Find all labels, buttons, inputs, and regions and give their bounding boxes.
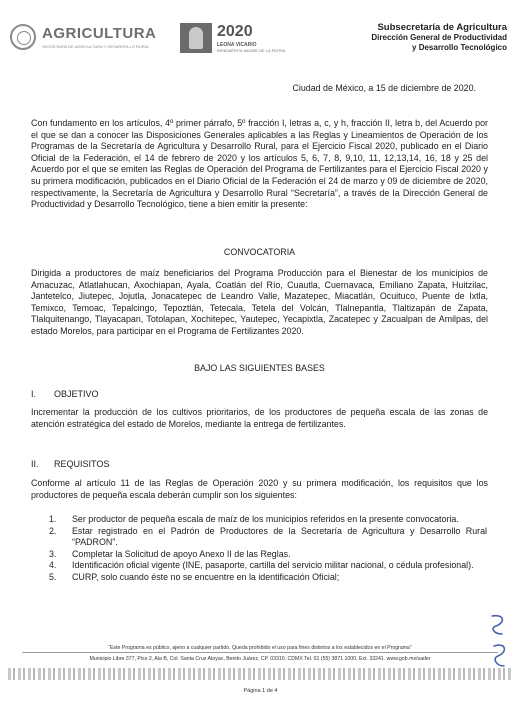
- agency-logo-text: AGRICULTURA: [42, 25, 157, 42]
- section-2-number: II.: [31, 459, 39, 469]
- program-disclaimer: “Este Programa es público, ajeno a cualquier partido. Queda prohibido el uso para fines distintos a los establecidos en el Programa”: [108, 645, 412, 651]
- list-item: 2. Estar registrado en el Padrón de Productores de la Secretaría de Agricultura y Desarrollo Rural “PADRON”.: [49, 525, 487, 548]
- list-item: 4. Identificación oficial vigente (INE, pasaporte, cartilla del servicio militar nacional, o cédula profesional).: [49, 560, 474, 571]
- document-date: Ciudad de México, a 15 de diciembre de 2020.: [292, 83, 476, 93]
- addressed-paragraph: Dirigida a productores de maíz beneficiarios del Programa Producción para el Bienestar de los municipios de Amacuzac, Atlatlahucan, Axochiapan, Ayala, Coatlán del Río, Cuautla, Cuernavaca, Emiliano Zapata, Huitzilac, Jantetelco, Jiutepec, Jojutla, Jonacatepec de Leandro Valle, Mazatepec, Miacatlán, Ocuituco, Puente de Ixtla, Temixco, Temoac, Tepalcingo, Tepoztlán, Tetecala, Tetela del Volcán, Tlalnepantla, Tlaltizapán de Zapata, Tlalquitenango, Tlayacapan, Totolapan, Xochitepec, Yautepec, Yecapixtla, Zacatepec y Zacualpan de Amilpas, del estado Morelos, para participar en el Programa de Fertilizantes 2020.: [31, 268, 488, 336]
- national-seal-icon: [10, 24, 36, 50]
- handwritten-initials-icon: [484, 612, 512, 672]
- section-1-number: I.: [31, 389, 37, 399]
- leona-vicario-portrait-icon: [180, 23, 212, 53]
- list-item: 5. CURP, solo cuando éste no se encuentre en la identificación Oficial;: [49, 571, 340, 582]
- footer-address: Municipio Libre 377, Piso 2, Ala B, Col. Santa Cruz Atoyac, Benito Juárez, CP. 03310. CDMX Tel. 01 (55) 3871 1000, Ext. 33241. www.gob.mx/sader: [89, 656, 431, 662]
- agency-subtitle: SECRETARÍA DE AGRICULTURA Y DESARROLLO RURAL: [42, 44, 150, 49]
- bases-heading: BAJO LAS SIGUIENTES BASES: [194, 363, 325, 373]
- issuing-office: [371, 23, 507, 53]
- section-1-body: Incrementar la producción de los cultivos prioritarios, de los productores de pequeña escala de las zonas de atención estratégica del estado de Morelos, mediante la entrega de fertilizantes.: [31, 407, 488, 429]
- list-item: 1. Ser productor de pequeña escala de maíz de los municipios referidos en la presente convocatoria.: [49, 514, 459, 524]
- office-line-3: y Desarrollo Tecnológico: [412, 43, 507, 52]
- section-2-body: Conforme al artículo 11 de las Reglas de Operación 2020 y su primera modificación, los requisitos que los productores de pequeña escala deberán cumplir son los siguientes:: [31, 478, 488, 500]
- year-logo: 2020: [217, 23, 253, 40]
- year-name: LEONA VICARIO: [217, 42, 257, 48]
- list-item: 3. Completar la Solicitud de apoyo Anexo II de las Reglas.: [49, 548, 291, 559]
- year-subtitle: BENEMÉRITA MADRE DE LA PATRIA: [217, 48, 286, 53]
- document-title: CONVOCATORIA: [223, 247, 296, 257]
- requirements-list: [49, 514, 487, 584]
- section-1-title: OBJETIVO: [54, 389, 99, 399]
- section-2-title: REQUISITOS: [54, 459, 110, 469]
- page-number: Página 1 de 4: [243, 688, 278, 694]
- decorative-border-pattern: [8, 668, 513, 680]
- intro-paragraph: Con fundamento en los artículos, 4º primer párrafo, 5º fracción I, letras a, c, y h, fracción II, letra b, del Acuerdo por el que se dan a conocer las Disposiciones Generales aplicables a las Reglas y Lineamientos de Operación de los Programas de la Secretaría de Agricultura y Desarrollo Rural, para el Ejercicio Fiscal 2020, publicado en el Diario Oficial de la Federación, el 14 de febrero de 2020 y los artículos 5, 6, 7, 8, 9,10, 11, 12,13,14, 16, 18 y 25 del Acuerdo por el que se emiten las Reglas de Operación del Programa de Fertilizantes para el Ejercicio Fiscal 2020 y su primera modificación, publicados en el Diario Oficial de la Federación el 24 de marzo y 09 de diciembre de 2020, respectivamente, la Secretaría de Agricultura y Desarrollo Rural “Secretaría”, a través de la Dirección General de Productividad y Desarrollo Tecnológico, tiene a bien emitir la presente:: [31, 118, 488, 210]
- office-line-1: Subsecretaría de Agricultura: [377, 22, 507, 33]
- office-line-2: Dirección General de Productividad: [371, 33, 507, 42]
- footer-divider: [22, 652, 498, 653]
